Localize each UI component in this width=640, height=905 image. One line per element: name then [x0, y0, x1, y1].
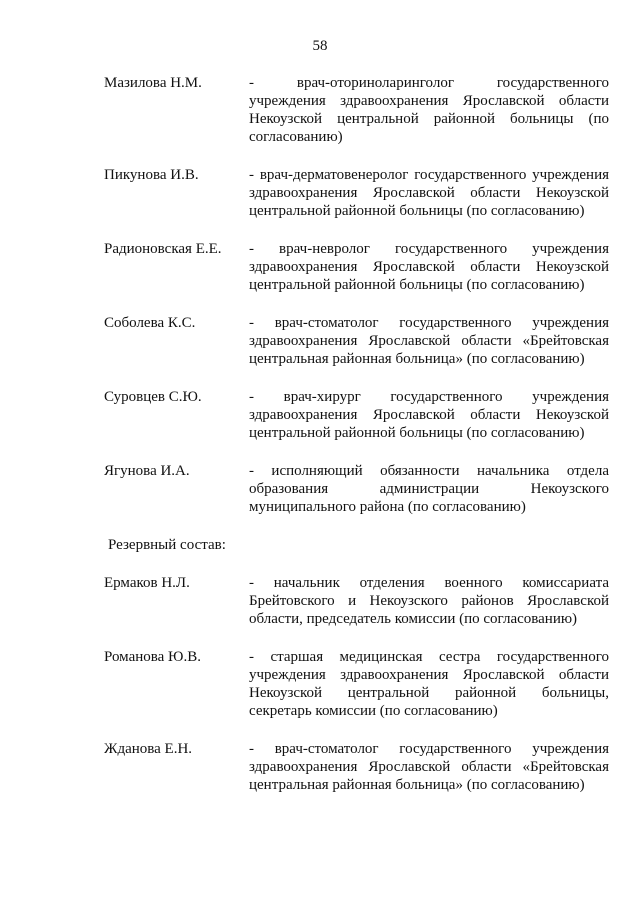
member-name: Соболева К.С.	[104, 315, 196, 331]
member-entry	[104, 166, 614, 220]
member-entry	[104, 314, 614, 368]
member-role: - врач-хирург государственного учреждения здравоохранения Ярославской области Некоузской центральной районной больницы (по согласованию)	[249, 389, 609, 441]
member-role: - исполняющий обязанности начальника отдела образования администрации Некоузского муниципального района (по согласованию)	[249, 463, 609, 515]
member-name: Ягунова И.А.	[104, 463, 190, 479]
member-name: Ермаков Н.Л.	[104, 575, 190, 591]
member-role: - врач-оториноларинголог государственного учреждения здравоохранения Ярославской области Некоузской центральной районной больницы (по согласованию)	[249, 75, 609, 145]
member-name: Романова Ю.В.	[104, 649, 201, 665]
member-role: - врач-невролог государственного учреждения здравоохранения Ярославской области Некоузской центральной районной больницы (по согласованию)	[249, 241, 609, 293]
reserve-member-entry	[104, 574, 614, 628]
reserve-member-entry	[104, 648, 614, 720]
member-name: Пикунова И.В.	[104, 167, 199, 183]
member-entry	[104, 74, 614, 146]
member-role: - врач-стоматолог государственного учреждения здравоохранения Ярославской области «Брейтовская центральная районная больница» (по согласованию)	[249, 741, 609, 793]
page-number: 58	[312, 38, 328, 54]
member-role: - врач-дерматовенеролог государственного учреждения здравоохранения Ярославской области Некоузской центральной районной больницы (по согласованию)	[249, 167, 609, 219]
member-name: Мазилова Н.М.	[104, 75, 202, 91]
reserve-section-title: Резервный состав:	[108, 537, 226, 553]
member-role: - врач-стоматолог государственного учреждения здравоохранения Ярославской области «Брейтовская центральная районная больница» (по согласованию)	[249, 315, 609, 367]
member-role: - старшая медицинская сестра государственного учреждения здравоохранения Ярославской области Некоузской центральной районной больницы, секретарь комиссии (по согласованию)	[249, 649, 609, 719]
member-name: Радионовская Е.Е.	[104, 241, 222, 257]
member-entry	[104, 462, 614, 516]
member-entry	[104, 388, 614, 442]
commission-list	[104, 74, 614, 814]
reserve-member-entry	[104, 740, 614, 794]
member-name: Жданова Е.Н.	[104, 741, 193, 757]
member-name: Суровцев С.Ю.	[104, 389, 202, 405]
member-entry	[104, 240, 614, 294]
member-role: - начальник отделения военного комиссариата Брейтовского и Некоузского районов Ярославской области, председатель комиссии (по согласованию)	[249, 575, 609, 627]
